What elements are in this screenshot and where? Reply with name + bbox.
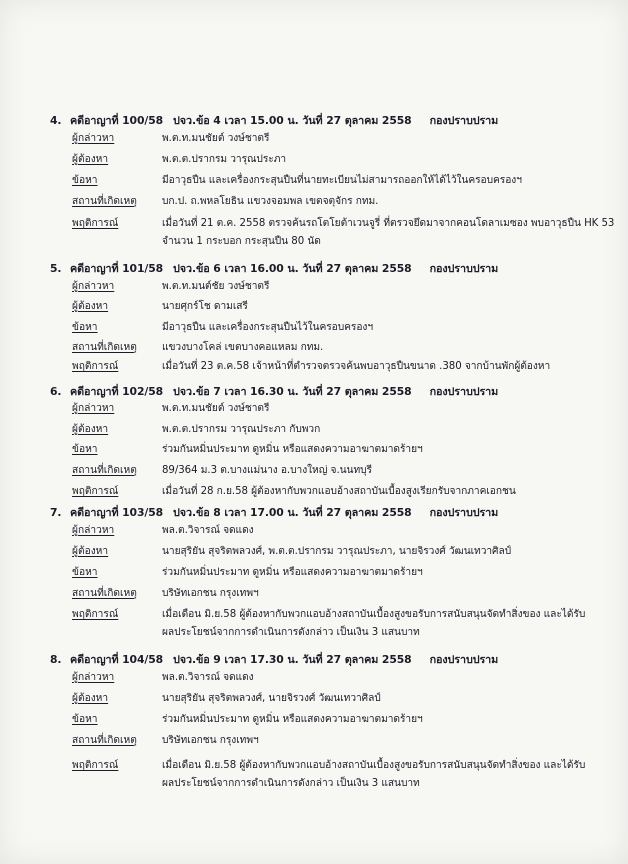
place-label: สถานที่เกิดเหตุ	[72, 588, 137, 599]
accused-label: ผู้ต้องหา	[72, 693, 109, 704]
charge-value: ร่วมกันหมิ่นประมาท ดูหมิ่น หรือแสดงความอาฆาตมาดร้ายฯ	[162, 567, 423, 578]
accused-label: ผู้ต้องหา	[72, 546, 109, 557]
place-label: สถานที่เกิดเหตุ	[72, 196, 137, 207]
accused-value: นายสุริยัน สุจริตพลวงศ์, นายจิรวงศ์ วัฒนเทวาศิลป์	[162, 693, 381, 704]
accuser-label: ผู้กล่าวหา	[72, 281, 115, 292]
behavior-value-cont: ผลประโยชน์จากการดำเนินการดังกล่าว เป็นเงิน 3 แสนบาท	[162, 778, 420, 789]
place-value: บริษัทเอกชน กรุงเทพฯ	[162, 735, 259, 746]
case-header	[50, 260, 498, 277]
accuser-value: พล.ต.วิจารณ์ จดแดง	[162, 672, 254, 683]
behavior-value: เมื่อวันที่ 23 ต.ค.58 เจ้าหน้าที่ตำรวจตรวจค้นพบอาวุธปืนขนาด .380 จากบ้านพักผู้ต้องหา	[162, 361, 551, 372]
case-meta: ปจว.ข้อ 8 เวลา 17.00 น. วันที่ 27 ตุลาคม 2558	[173, 506, 412, 519]
accuser-value: พ.ต.ท.มนชัยต์ วงษ์ชาตรี	[162, 403, 270, 414]
case-number: 5.	[50, 262, 62, 275]
behavior-label: พฤติการณ์	[72, 486, 119, 497]
case-number: 8.	[50, 653, 62, 666]
accuser-label: ผู้กล่าวหา	[72, 133, 115, 144]
behavior-label: พฤติการณ์	[72, 760, 119, 771]
case-header	[50, 504, 498, 521]
accuser-label: ผู้กล่าวหา	[72, 403, 115, 414]
charge-label: ข้อหา	[72, 322, 98, 333]
case-id: คดีอาญาที่ 104/58	[70, 653, 164, 666]
charge-value: มีอาวุธปืน และเครื่องกระสุนปืนไว้ในครอบครองฯ	[162, 322, 373, 333]
case-header	[50, 651, 498, 668]
case-meta: ปจว.ข้อ 4 เวลา 15.00 น. วันที่ 27 ตุลาคม 2558	[173, 114, 412, 127]
place-label: สถานที่เกิดเหตุ	[72, 342, 137, 353]
case-meta: ปจว.ข้อ 7 เวลา 16.30 น. วันที่ 27 ตุลาคม 2558	[173, 385, 412, 398]
behavior-value: เมื่อเดือน มิ.ย.58 ผู้ต้องหากับพวกแอบอ้างสถาบันเบื้องสูงขอรับการสนับสนุนจัดทำสิ่งของ และได้รับ	[162, 760, 586, 771]
case-id: คดีอาญาที่ 100/58	[70, 114, 164, 127]
place-value: บริษัทเอกชน กรุงเทพฯ	[162, 588, 259, 599]
behavior-label: พฤติการณ์	[72, 361, 119, 372]
behavior-value: เมื่อเดือน มิ.ย.58 ผู้ต้องหากับพวกแอบอ้างสถาบันเบื้องสูงขอรับการสนับสนุนจัดทำสิ่งของ และได้รับ	[162, 609, 586, 620]
behavior-value-cont: ผลประโยชน์จากการดำเนินการดังกล่าว เป็นเงิน 3 แสนบาท	[162, 627, 420, 638]
accuser-value: พ.ต.ท.มนชัยต์ วงษ์ชาตรี	[162, 133, 270, 144]
case-number: 4.	[50, 114, 62, 127]
charge-label: ข้อหา	[72, 444, 98, 455]
place-value: บก.ป. ถ.พหลโยธิน แขวงจอมพล เขตจตุจักร กทม.	[162, 196, 379, 207]
case-header	[50, 112, 498, 129]
accused-label: ผู้ต้องหา	[72, 301, 109, 312]
accused-value: นายสุริยัน สุจริตพลวงศ์, พ.ต.ต.ปรากรม วารุณประภา, นายจิรวงศ์ วัฒนเทวาศิลป์	[162, 546, 512, 557]
case-number: 7.	[50, 506, 62, 519]
case-id: คดีอาญาที่ 101/58	[70, 262, 164, 275]
accuser-label: ผู้กล่าวหา	[72, 672, 115, 683]
behavior-value: เมื่อวันที่ 28 ก.ย.58 ผู้ต้องหากับพวกแอบอ้างสถาบันเบื้องสูงเรียกรับจากภาคเอกชน	[162, 486, 516, 497]
accused-value: พ.ต.ต.ปรากรม วารุณประภา	[162, 154, 287, 165]
place-label: สถานที่เกิดเหตุ	[72, 465, 137, 476]
accused-value: พ.ต.ต.ปรากรม วารุณประภา กับพวก	[162, 424, 321, 435]
case-meta: ปจว.ข้อ 6 เวลา 16.00 น. วันที่ 27 ตุลาคม 2558	[173, 262, 412, 275]
case-agency: กองปราบปราม	[429, 262, 499, 275]
place-label: สถานที่เกิดเหตุ	[72, 735, 137, 746]
place-value: แขวงบางโคล่ เขตบางคอแหลม กทม.	[162, 342, 324, 353]
charge-label: ข้อหา	[72, 175, 98, 186]
charge-value: มีอาวุธปืน และเครื่องกระสุนปืนที่นายทะเบียนไม่สามารถออกให้ได้ไว้ในครอบครองฯ	[162, 175, 522, 186]
case-meta: ปจว.ข้อ 9 เวลา 17.30 น. วันที่ 27 ตุลาคม 2558	[173, 653, 412, 666]
case-agency: กองปราบปราม	[429, 506, 499, 519]
case-id: คดีอาญาที่ 102/58	[70, 385, 164, 398]
accuser-value: พ.ต.ท.มนต์ชัย วงษ์ชาตรี	[162, 281, 270, 292]
behavior-value-cont: จำนวน 1 กระบอก กระสุนปืน 80 นัด	[162, 236, 321, 247]
charge-label: ข้อหา	[72, 714, 98, 725]
behavior-label: พฤติการณ์	[72, 218, 119, 229]
case-number: 6.	[50, 385, 62, 398]
case-id: คดีอาญาที่ 103/58	[70, 506, 164, 519]
behavior-label: พฤติการณ์	[72, 609, 119, 620]
case-agency: กองปราบปราม	[429, 653, 499, 666]
charge-value: ร่วมกันหมิ่นประมาท ดูหมิ่น หรือแสดงความอาฆาตมาดร้ายฯ	[162, 714, 423, 725]
accused-label: ผู้ต้องหา	[72, 154, 109, 165]
case-agency: กองปราบปราม	[429, 385, 499, 398]
accused-value: นายศุกร์โช ดามเสรี	[162, 301, 248, 312]
charge-value: ร่วมกันหมิ่นประมาท ดูหมิ่น หรือแสดงความอาฆาตมาดร้ายฯ	[162, 444, 423, 455]
accuser-label: ผู้กล่าวหา	[72, 525, 115, 536]
place-value: 89/364 ม.3 ต.บางแม่นาง อ.บางใหญ่ จ.นนทบุรี	[162, 465, 372, 476]
accused-label: ผู้ต้องหา	[72, 424, 109, 435]
charge-label: ข้อหา	[72, 567, 98, 578]
case-agency: กองปราบปราม	[429, 114, 499, 127]
behavior-value: เมื่อวันที่ 21 ต.ค. 2558 ตรวจค้นรถโตโยต้าเวนจูรี่ ที่ตรวจยึดมาจากคอนโดลาเมซอง พบอาวุธปืน HK 53	[162, 218, 615, 229]
accuser-value: พล.ต.วิจารณ์ จดแดง	[162, 525, 254, 536]
case-header	[50, 383, 498, 400]
